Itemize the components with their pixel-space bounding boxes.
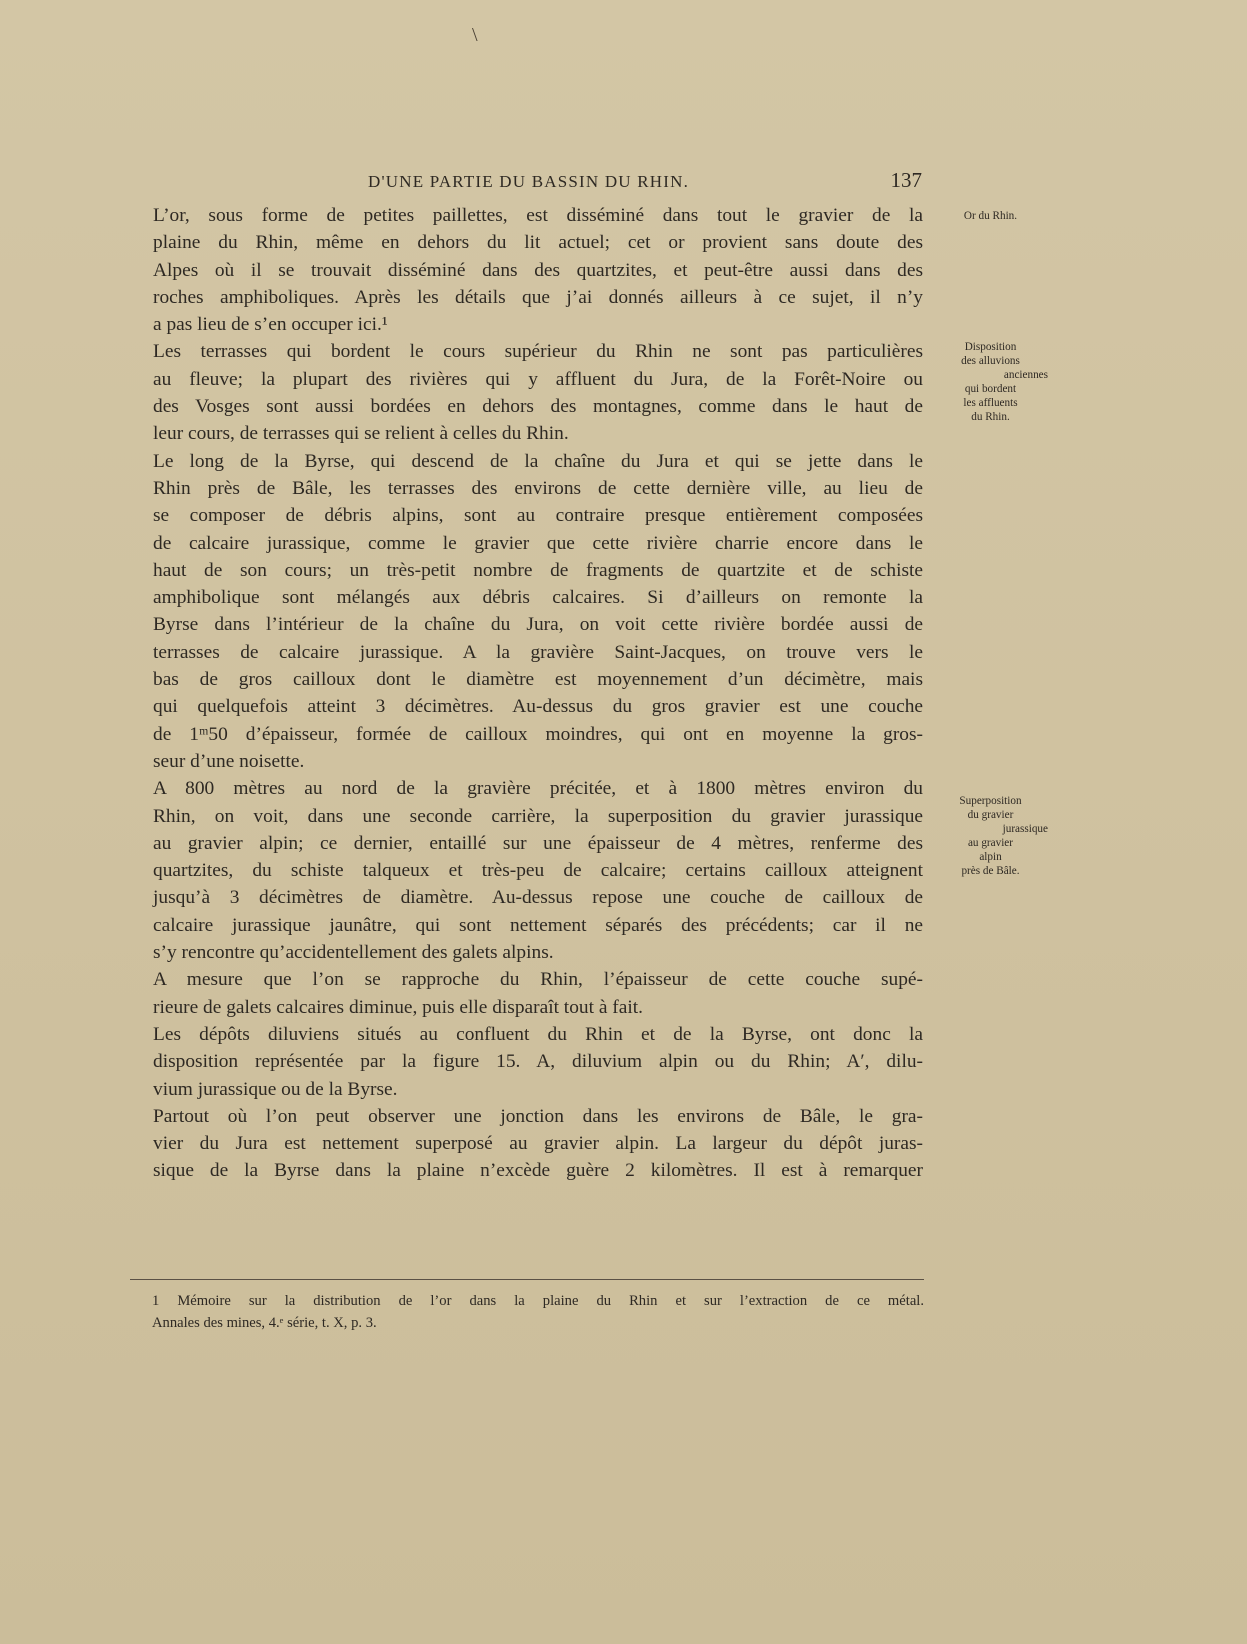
text-line: Les terrasses qui bordent le cours supérieur du Rhin ne sont pas particulières	[153, 341, 923, 363]
page-number: 137	[890, 168, 922, 192]
footnote-rule	[130, 1279, 924, 1280]
text-line: de 1ᵐ50 d’épaisseur, formée de cailloux moindres, qui ont en moyenne la gros-	[153, 723, 923, 745]
footnote-line-2: Annales des mines, 4.ᵉ série, t. X, p. 3.	[152, 1315, 377, 1331]
text-line: haut de son cours; un très-petit nombre de fragments de quartzite et de schiste	[153, 559, 923, 581]
margin-note-line: des alluvions	[961, 355, 1020, 367]
body-text	[153, 202, 923, 1185]
text-line: A 800 mètres au nord de la gravière précitée, et à 1800 mètres environ du	[153, 778, 923, 800]
text-line: s’y rencontre qu’accidentellement des galets alpins.	[153, 942, 554, 964]
margin-note-line: du Rhin.	[971, 411, 1010, 423]
text-line: plaine du Rhin, même en dehors du lit actuel; cet or provient sans doute des	[153, 232, 923, 254]
text-line: A mesure que l’on se rapproche du Rhin, l’épaisseur de cette couche supé-	[153, 969, 923, 991]
text-line: vier du Jura est nettement superposé au gravier alpin. La largeur du dépôt juras-	[153, 1133, 923, 1155]
text-line: qui quelquefois atteint 3 décimètres. Au-dessus du gros gravier est une couche	[153, 696, 923, 718]
margin-note-line: près de Bâle.	[961, 865, 1020, 877]
text-line: roches amphiboliques. Après les détails que j’ai donnés ailleurs à ce sujet, il n’y	[153, 286, 923, 308]
text-line: terrasses de calcaire jurassique. A la gravière Saint-Jacques, on trouve vers le	[153, 641, 923, 663]
text-line: Le long de la Byrse, qui descend de la chaîne du Jura et qui se jette dans le	[153, 450, 923, 472]
text-line: L’or, sous forme de petites paillettes, est disséminé dans tout le gravier de la	[153, 205, 923, 226]
margin-note-superposition	[933, 794, 1048, 878]
text-line: Partout où l’on peut observer une jonction dans les environs de Bâle, le gra-	[153, 1105, 923, 1127]
footnote-number: 1	[152, 1293, 160, 1309]
margin-note-line: au gravier	[967, 837, 1014, 849]
margin-note-line: Disposition	[964, 341, 1017, 353]
text-line: se composer de débris alpins, sont au contraire presque entièrement composées	[153, 505, 923, 527]
text-line: sique de la Byrse dans la plaine n’excède guère 2 kilomètres. Il est à remarquer	[153, 1160, 923, 1182]
margin-note-disposition	[933, 340, 1048, 424]
text-line: seur d’une noisette.	[153, 750, 305, 772]
text-line: jusqu’à 3 décimètres de diamètre. Au-dessus repose une couche de cailloux de	[153, 887, 923, 909]
text-line: bas de gros cailloux dont le diamètre est moyennement d’un décimètre, mais	[153, 669, 923, 691]
text-line: quartzites, du schiste talqueux et très-peu de calcaire; certains cailloux atteignent	[153, 860, 923, 882]
footnote-text	[152, 1290, 924, 1312]
margin-note-line: les affluents	[963, 397, 1018, 409]
margin-note-line: anciennes	[1003, 369, 1048, 381]
text-line: Rhin, on voit, dans une seconde carrière, la superposition du gravier jurassique	[153, 805, 923, 827]
footnotes	[152, 1290, 924, 1334]
text-line: Byrse dans l’intérieur de la chaîne du Jura, on voit cette rivière bordée aussi de	[153, 614, 923, 636]
text-line: des Vosges sont aussi bordées en dehors des montagnes, comme dans le haut de	[153, 396, 923, 418]
text-line: a pas lieu de s’en occuper ici.¹	[153, 314, 388, 336]
text-line: au fleuve; la plupart des rivières qui y affluent du Jura, de la Forêt-Noire ou	[153, 368, 923, 390]
text-line: de calcaire jurassique, comme le gravier que cette rivière charrie encore dans le	[153, 532, 923, 554]
text-line: Les dépôts diluviens situés au confluent du Rhin et de la Byrse, ont donc la	[153, 1023, 923, 1045]
page-mark: \	[472, 24, 478, 46]
margin-note-line: Superposition	[959, 795, 1022, 807]
margin-note-line: qui bordent	[964, 383, 1017, 395]
text-line: rieure de galets calcaires diminue, puis elle disparaît tout à fait.	[153, 996, 643, 1018]
text-line: calcaire jurassique jaunâtre, qui sont nettement séparés des précédents; car il ne	[153, 914, 923, 936]
text-line: leur cours, de terrasses qui se relient à celles du Rhin.	[153, 423, 569, 445]
margin-note-line: jurassique	[1002, 823, 1048, 835]
text-line: disposition représentée par la figure 15. A, diluvium alpin ou du Rhin; A′, dilu-	[153, 1051, 923, 1073]
text-line: Rhin près de Bâle, les terrasses des environs de cette dernière ville, au lieu de	[153, 477, 923, 499]
text-line: au gravier alpin; ce dernier, entaillé sur une épaisseur de 4 mètres, renferme des	[153, 832, 923, 854]
margin-note-line: alpin	[979, 851, 1002, 863]
running-title: D'UNE PARTIE DU BASSIN DU RHIN.	[368, 172, 690, 191]
margin-note-line: du gravier	[967, 809, 1014, 821]
footnote-content: Mémoire sur la distribution de l’or dans la plaine du Rhin et sur l’extraction de ce métal.	[177, 1293, 925, 1309]
text-line: amphibolique sont mélangés aux débris calcaires. Si d’ailleurs on remonte la	[153, 587, 923, 609]
page-header	[160, 168, 932, 198]
margin-note-line: Or du Rhin.	[963, 210, 1018, 222]
text-line: Alpes où il se trouvait disséminé dans des quartzites, et peut-être aussi dans des	[153, 259, 923, 281]
text-line: vium jurassique ou de la Byrse.	[153, 1078, 398, 1100]
margin-note-or-du-rhin	[933, 209, 1048, 223]
footnote-line-1	[152, 1290, 924, 1312]
